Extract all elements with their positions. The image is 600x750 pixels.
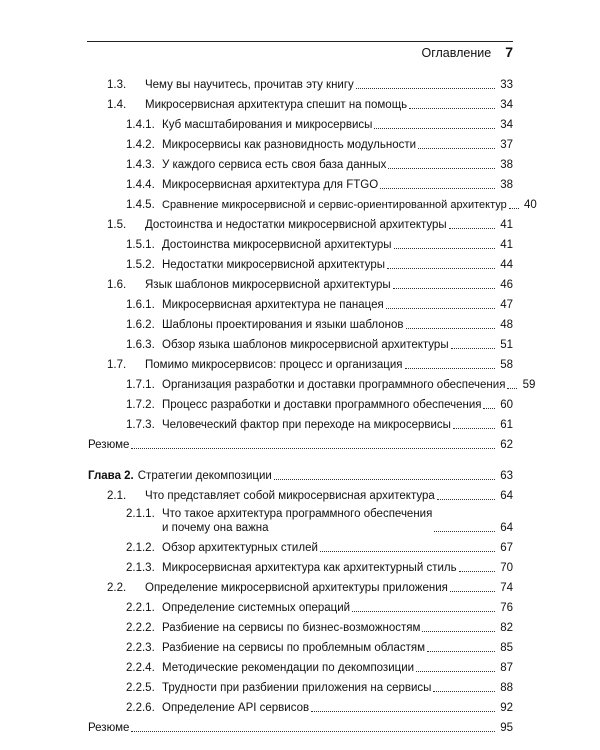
toc-entry-title: У каждого сервиса есть своя база данных <box>162 159 387 171</box>
toc-entry[interactable] <box>126 178 513 192</box>
toc-entry-page: 74 <box>500 582 513 594</box>
toc-entry-title: Организация разработки и доставки программного обеспечения <box>162 379 506 391</box>
toc-leader-dots <box>380 188 495 189</box>
toc-entry-title: Разбиение на сервисы по бизнес-возможностям <box>162 622 421 634</box>
toc-leader-dots <box>352 611 495 612</box>
toc-entry-page: 67 <box>500 542 513 554</box>
toc-entry-number: 1.4.1. <box>126 119 155 131</box>
toc-entry-page: 37 <box>500 139 513 151</box>
toc-leader-dots <box>416 671 495 672</box>
toc-entry-page: 34 <box>500 99 513 111</box>
toc-entry-number: 1.4.5. <box>126 199 155 211</box>
toc-entry-number: 2.2.4. <box>126 662 155 674</box>
toc-entry-number: 1.5.2. <box>126 259 155 271</box>
toc-leader-dots <box>427 651 495 652</box>
toc-leader-dots <box>418 148 495 149</box>
toc-leader-dots <box>433 691 495 692</box>
toc-leader-dots <box>434 531 495 532</box>
toc-leader-dots <box>422 631 495 632</box>
running-head <box>422 44 514 60</box>
toc-entry[interactable] <box>126 198 537 212</box>
toc-entry[interactable] <box>126 398 513 412</box>
toc-entry[interactable] <box>126 378 536 392</box>
toc-entry-number: 1.5. <box>107 219 127 231</box>
toc-entry-page: 34 <box>500 119 513 131</box>
toc-entry-number: 2.1. <box>107 490 127 502</box>
toc-entry[interactable] <box>126 661 513 675</box>
toc-entry[interactable] <box>107 581 513 595</box>
toc-entry-number: 1.4.3. <box>126 159 155 171</box>
toc-entry-title: Сравнение микросервисной и сервис-ориентированной архитектур <box>162 199 507 211</box>
toc-entry-number: 1.5.1. <box>126 239 155 251</box>
toc-entry-number: 1.4.2. <box>126 139 155 151</box>
toc-entry-number: 1.6. <box>107 279 127 291</box>
toc-entry-page: 85 <box>500 642 513 654</box>
toc-entry-page: 51 <box>500 339 513 351</box>
toc-leader-dots <box>320 551 495 552</box>
page-number: 7 <box>505 44 513 60</box>
toc-entry-title: Стратегии декомпозиции <box>137 470 272 482</box>
toc-entry-page: 88 <box>500 682 513 694</box>
toc-entry-title: Обзор языка шаблонов микросервисной архитектуры <box>162 339 449 351</box>
toc-entry-number: 1.6.1. <box>126 299 155 311</box>
toc-entry-title: Достоинства и недостатки микросервисной архитектуры <box>145 219 447 231</box>
toc-entry[interactable] <box>107 358 513 372</box>
toc-leader-dots <box>356 88 495 89</box>
toc-entry-title: Шаблоны проектирования и языки шаблонов <box>162 319 404 331</box>
toc-leader-dots <box>509 208 519 209</box>
toc-leader-dots <box>386 308 495 309</box>
toc-leader-dots <box>311 711 495 712</box>
toc-entry-page: 41 <box>500 239 513 251</box>
toc-entry-title: Определение микросервисной архитектуры приложения <box>145 582 448 594</box>
toc-entry-page: 64 <box>500 490 513 502</box>
toc-entry-summary[interactable] <box>88 721 513 735</box>
toc-entry[interactable] <box>107 218 513 232</box>
toc-entry[interactable] <box>126 158 513 172</box>
toc-entry-page: 40 <box>523 199 537 211</box>
toc-entry-page: 62 <box>500 439 513 451</box>
toc-entry[interactable] <box>126 601 513 615</box>
toc-entry-page: 70 <box>500 562 513 574</box>
toc-leader-dots <box>274 479 495 480</box>
toc-entry-title: Помимо микросервисов: процесс и организация <box>145 359 403 371</box>
toc-entry-page: 38 <box>500 179 513 191</box>
toc-entry-number: 2.2.3. <box>126 642 155 654</box>
toc-entry-page: 95 <box>500 722 513 734</box>
toc-leader-dots <box>131 731 495 732</box>
toc-entry-number: 1.4. <box>107 99 127 111</box>
toc-entry-number: 1.7. <box>107 359 127 371</box>
toc-leader-dots <box>450 591 495 592</box>
toc-entry-page: 33 <box>500 79 513 91</box>
toc-entry-page: 38 <box>500 159 513 171</box>
toc-entry-title: Микросервисная архитектура спешит на помощь <box>145 99 408 111</box>
toc-entry-page: 41 <box>500 219 513 231</box>
toc-entry-number: 2.2.2. <box>126 622 155 634</box>
toc-entry-page: 76 <box>500 602 513 614</box>
toc-entry-number: 1.6.2. <box>126 319 155 331</box>
toc-entry-page: 64 <box>500 522 513 534</box>
toc-entry-title: Что представляет собой микросервисная архитектура <box>145 490 435 502</box>
toc-entry-title: Методические рекомендации по декомпозиции <box>162 662 415 674</box>
toc-entry-number: 1.7.1. <box>126 379 155 391</box>
toc-leader-dots <box>437 499 495 500</box>
toc-entry-title: Человеческий фактор при переходе на микросервисы <box>162 419 451 431</box>
toc-entry-title: Недостатки микросервисной архитектуры <box>162 259 386 271</box>
running-head-title: Оглавление <box>421 46 492 60</box>
toc-entry-page: 87 <box>500 662 513 674</box>
toc-entry-title-wrap <box>162 507 432 535</box>
toc-leader-dots <box>406 328 496 329</box>
toc-chapter-number: Глава 2. <box>88 470 134 482</box>
toc-leader-dots <box>453 428 495 429</box>
toc-entry-page: 44 <box>500 259 513 271</box>
toc-entry-title: Резюме <box>88 439 130 451</box>
toc-entry[interactable] <box>126 258 513 272</box>
toc-entry[interactable] <box>126 138 513 152</box>
toc-entry[interactable] <box>126 621 513 635</box>
toc-entry-number: 2.2.5. <box>126 682 155 694</box>
toc-entry-title: Микросервисная архитектура как архитектурный стиль <box>162 562 457 574</box>
toc-entry[interactable] <box>126 641 513 655</box>
toc-entry[interactable] <box>126 318 513 332</box>
toc-entry-page: 92 <box>500 702 513 714</box>
toc-entry[interactable] <box>126 507 513 535</box>
toc-leader-dots <box>459 571 495 572</box>
toc-entry-number: 2.1.1. <box>126 508 155 520</box>
toc-entry[interactable] <box>107 78 513 92</box>
toc-entry-number: 1.7.3. <box>126 419 155 431</box>
toc-entry-number: 1.7.2. <box>126 399 155 411</box>
toc-entry-title: Резюме <box>88 722 130 734</box>
toc-leader-dots <box>405 368 496 369</box>
toc-leader-dots <box>449 228 495 229</box>
toc-entry-title: Разбиение на сервисы по проблемным областям <box>162 642 426 654</box>
toc-entry[interactable] <box>126 701 513 715</box>
toc-leader-dots <box>451 348 495 349</box>
toc-entry[interactable] <box>126 561 513 575</box>
toc-entry[interactable] <box>126 118 513 132</box>
toc-entry[interactable] <box>126 681 513 695</box>
toc-entry-title: Чему вы научитесь, прочитав эту книгу <box>145 79 354 91</box>
toc-entry-page: 82 <box>500 622 513 634</box>
toc-entry[interactable] <box>126 418 513 432</box>
toc-entry[interactable] <box>107 98 513 112</box>
toc-entry-title: Микросервисная архитектура для FTGO <box>162 179 379 191</box>
toc-entry[interactable] <box>126 238 513 252</box>
toc-entry-page: 58 <box>500 359 513 371</box>
toc-entry-number: 1.3. <box>107 79 127 91</box>
toc-leader-dots <box>388 168 495 169</box>
toc-entry-number: 2.1.2. <box>126 542 155 554</box>
toc-entry-page: 48 <box>500 319 513 331</box>
toc-entry-title: Определение API сервисов <box>162 702 310 714</box>
toc-entry-number: 2.1.3. <box>126 562 155 574</box>
toc-entry-number: 1.6.3. <box>126 339 155 351</box>
toc-entry-number: 2.2. <box>107 582 127 594</box>
toc-entry-title: и почему она важна <box>162 522 269 534</box>
toc-entry[interactable] <box>126 298 513 312</box>
toc-entry-number: 2.2.1. <box>126 602 155 614</box>
toc-entry-page: 59 <box>522 379 536 391</box>
toc-leader-dots <box>393 288 495 289</box>
toc-entry-title: Достоинства микросервисной архитектуры <box>162 239 392 251</box>
toc-entry-title: Определение системных операций <box>162 602 351 614</box>
toc-leader-dots <box>507 388 517 389</box>
toc-leader-dots <box>483 408 495 409</box>
toc-leader-dots <box>394 248 495 249</box>
toc-leader-dots <box>409 108 495 109</box>
toc-leader-dots <box>131 448 495 449</box>
toc-entry-title-line1: Что такое архитектура программного обеспечения <box>162 508 433 520</box>
toc-entry[interactable] <box>126 338 513 352</box>
toc-entry-title: Трудности при разбиении приложения на сервисы <box>162 682 432 694</box>
toc-entry-page: 60 <box>500 399 513 411</box>
toc-chapter-entry[interactable] <box>88 469 513 483</box>
toc-entry-title: Обзор архитектурных стилей <box>162 542 318 554</box>
toc-entry-title: Микросервисная архитектура не панацея <box>162 299 384 311</box>
toc-entry-number: 1.4.4. <box>126 179 155 191</box>
toc-entry-summary[interactable] <box>88 438 513 452</box>
header-rule <box>87 41 513 42</box>
toc-entry-title: Куб масштабирования и микросервисы <box>162 119 373 131</box>
toc-leader-dots <box>387 268 495 269</box>
toc-entry[interactable] <box>107 489 513 503</box>
toc-entry-title: Процесс разработки и доставки программного обеспечения <box>162 399 482 411</box>
toc-entry-page: 47 <box>500 299 513 311</box>
toc-entry-title: Микросервисы как разновидность модульности <box>162 139 417 151</box>
toc-entry-number: 2.2.6. <box>126 702 155 714</box>
toc-entry[interactable] <box>107 278 513 292</box>
toc-entry-page: 63 <box>500 470 513 482</box>
toc-leader-dots <box>374 128 495 129</box>
toc-entry-title: Язык шаблонов микросервисной архитектуры <box>145 279 391 291</box>
toc-entry-page: 46 <box>500 279 513 291</box>
toc-entry[interactable] <box>126 541 513 555</box>
toc-entry-page: 61 <box>500 419 513 431</box>
